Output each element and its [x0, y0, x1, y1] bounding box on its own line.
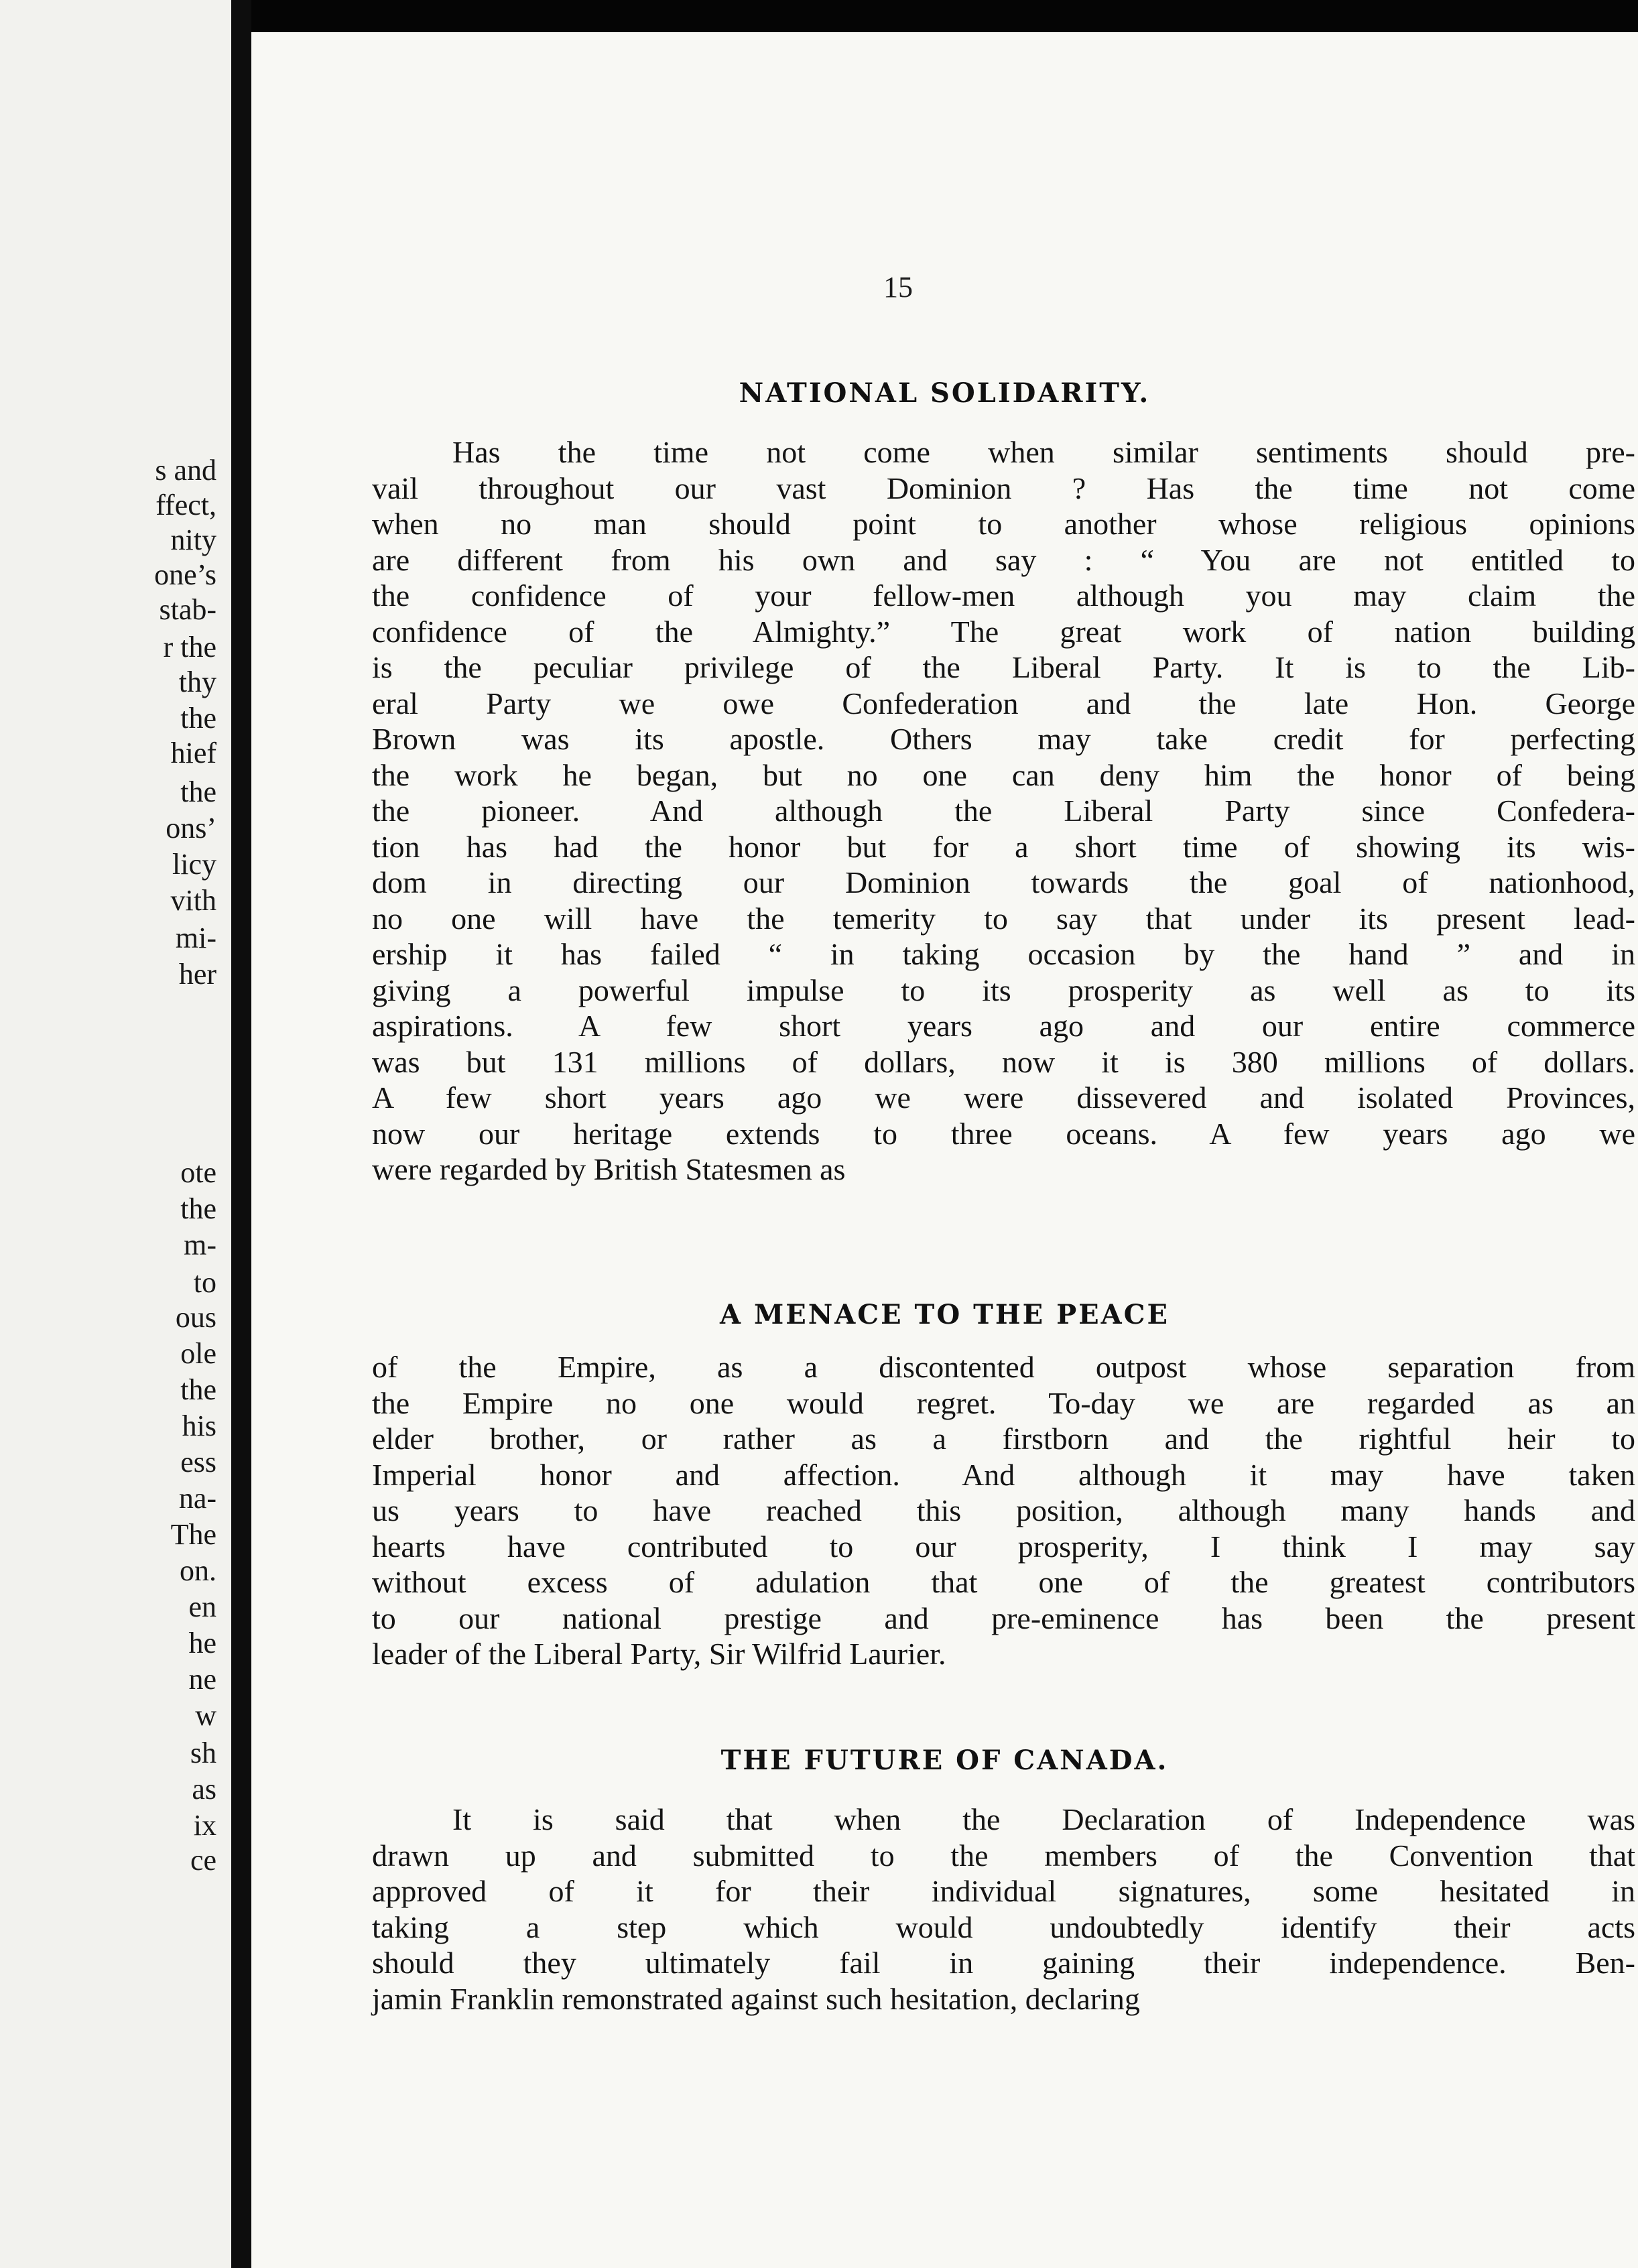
left-page-fragment: w	[195, 1699, 216, 1732]
left-page-fragment: ne	[188, 1663, 216, 1696]
left-page-fragment: as	[192, 1773, 216, 1806]
text-line: giving a powerful impulse to its prosperity as well as to its	[372, 972, 1635, 1007]
left-page-fragment: m-	[184, 1228, 216, 1261]
text-line: the confidence of your fellow-men although you may claim the	[372, 578, 1635, 613]
text-line: jamin Franklin remonstrated against such hesitation, declaring	[372, 1981, 1140, 2016]
left-page-fragment: ote	[180, 1156, 216, 1189]
left-page-fragment: ole	[180, 1337, 216, 1370]
left-page-fragment: nity	[170, 523, 216, 556]
text-line: the work he began, but no one can deny him the honor of being	[372, 757, 1635, 792]
left-page-edge	[0, 0, 231, 2268]
page	[251, 32, 1638, 2268]
left-page-fragment: her	[178, 958, 216, 991]
paragraph-national-solidarity	[372, 434, 1635, 1188]
text-line: to our national prestige and pre-eminence has been the present	[372, 1600, 1635, 1635]
text-line: Imperial honor and affection. And although it may have taken	[372, 1457, 1635, 1492]
text-line: hearts have contributed to our prosperity, I think I may say	[372, 1529, 1635, 1564]
text-line: tion has had the honor but for a short time of showing its wis-	[372, 829, 1635, 864]
left-page-fragment: his	[182, 1409, 216, 1442]
text-line: without excess of adulation that one of the greatest contributors	[372, 1565, 1635, 1599]
left-page-fragment: ffect,	[155, 489, 216, 521]
left-page-fragment: vith	[170, 884, 216, 917]
text-line: no one will have the temerity to say that under its present lead-	[372, 901, 1635, 936]
page-number: 15	[883, 271, 913, 304]
text-line: eral Party we owe Confederation and the late Hon. George	[372, 686, 1635, 720]
text-line: Has the time not come when similar sentiments should pre-	[452, 435, 1635, 469]
text-line: dom in directing our Dominion towards the goal of nationhood,	[372, 865, 1635, 899]
left-page-fragment: ons’	[166, 812, 216, 844]
left-page-fragment: to	[193, 1266, 216, 1299]
text-line: approved of it for their individual signatures, some hesitated in	[372, 1874, 1635, 1908]
left-page-fragment: ous	[175, 1301, 216, 1334]
left-page-fragment: thy	[178, 666, 216, 698]
left-page-fragment: en	[188, 1590, 216, 1623]
left-page-fragment: ce	[190, 1844, 216, 1877]
text-line: is the peculiar privilege of the Liberal Party. It is to the Lib-	[372, 650, 1635, 684]
text-line: aspirations. A few short years ago and our entire commerce	[372, 1009, 1635, 1043]
text-line: the pioneer. And although the Liberal Party since Confedera-	[372, 794, 1635, 828]
text-line: ership it has failed “ in taking occasion by the hand ” and in	[372, 937, 1635, 971]
text-line: drawn up and submitted to the members of the Convention that	[372, 1838, 1635, 1873]
text-line: confidence of the Almighty.” The great work of nation building	[372, 614, 1635, 649]
paragraph-menace-to-the-peace	[372, 1349, 1635, 1672]
left-page-fragment: mi-	[175, 922, 216, 954]
left-page-fragment: the	[180, 702, 216, 735]
text-line: the Empire no one would regret. To-day we are regarded as an	[372, 1385, 1635, 1420]
text-line: are different from his own and say : “ You are not entitled to	[372, 542, 1635, 577]
text-line: us years to have reached this position, although many hands and	[372, 1493, 1635, 1527]
left-page-fragment: The	[170, 1518, 216, 1551]
text-line: leader of the Liberal Party, Sir Wilfrid Laurier.	[372, 1637, 946, 1671]
left-page-fragment: ix	[193, 1809, 216, 1842]
book-gutter	[231, 0, 251, 2268]
left-page-fragment: the	[180, 1373, 216, 1406]
left-page-fragment: licy	[172, 848, 216, 881]
text-line: elder brother, or rather as a firstborn and the rightful heir to	[372, 1422, 1635, 1456]
text-line: were regarded by British Statesmen as	[372, 1152, 846, 1186]
text-line: should they ultimately fail in gaining their independence. Ben-	[372, 1946, 1635, 1980]
text-line: It is said that when the Declaration of Independence was	[452, 1802, 1635, 1836]
left-page-fragment: na-	[178, 1482, 216, 1515]
left-page-fragment: ess	[180, 1446, 216, 1478]
heading-menace-to-the-peace: A MENACE TO THE PEACE	[719, 1299, 1170, 1330]
text-line: taking a step which would undoubtedly identify their acts	[372, 1909, 1635, 1944]
left-page-fragment: he	[188, 1627, 216, 1659]
left-page-fragment: r the	[163, 631, 216, 664]
text-line: was but 131 millions of dollars, now it is 380 millions of dollars.	[372, 1044, 1635, 1079]
left-page-fragment: the	[180, 775, 216, 808]
paragraph-future-of-canada	[372, 1802, 1635, 2017]
left-page-fragment: sh	[190, 1737, 216, 1769]
text-line: Brown was its apostle. Others may take credit for perfecting	[372, 722, 1635, 756]
left-page-fragment: the	[180, 1192, 216, 1225]
text-line: when no man should point to another whose religious opinions	[372, 507, 1635, 541]
left-page-fragment: s and	[155, 454, 216, 487]
text-line: now our heritage extends to three oceans. A few years ago we	[372, 1116, 1635, 1151]
heading-national-solidarity: NATIONAL SOLIDARITY.	[739, 377, 1151, 409]
left-page-fragment: hief	[170, 737, 216, 769]
text-line: vail throughout our vast Dominion ? Has the time not come	[372, 470, 1635, 505]
text-line: A few short years ago we were dissevered and isolated Provinces,	[372, 1080, 1635, 1115]
text-line: of the Empire, as a discontented outpost whose separation from	[372, 1350, 1635, 1384]
left-page-fragment: stab-	[159, 593, 216, 626]
heading-future-of-canada: THE FUTURE OF CANADA.	[720, 1745, 1169, 1776]
left-page-fragment: on.	[180, 1554, 216, 1587]
left-page-fragment: one’s	[154, 558, 216, 591]
